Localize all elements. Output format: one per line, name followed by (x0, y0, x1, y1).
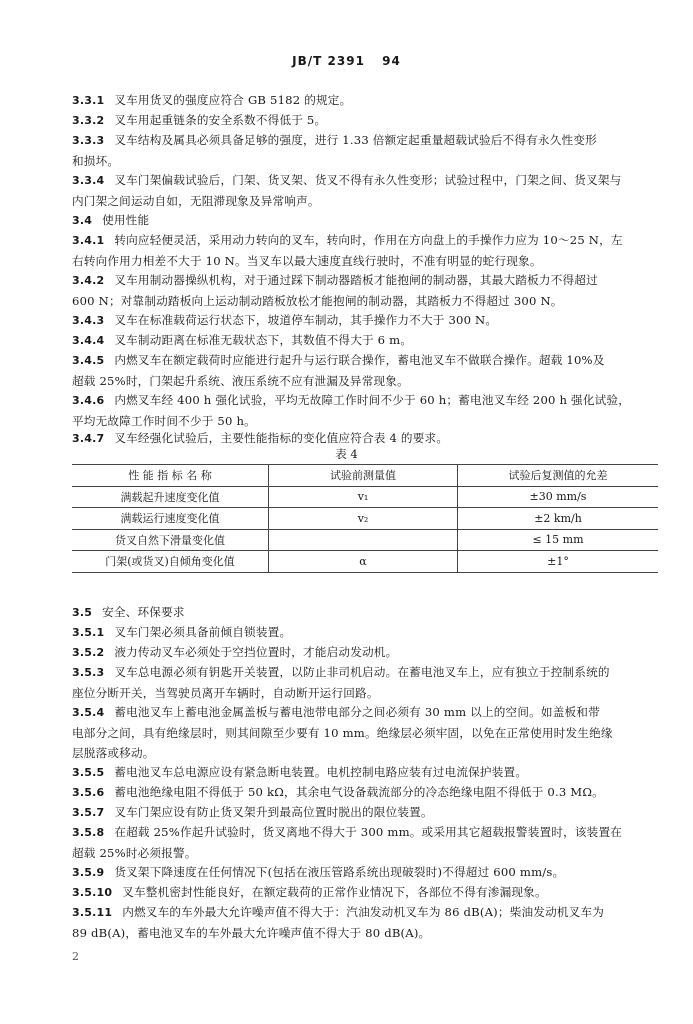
clause-3-5-10 (72, 882, 657, 903)
clause-number: 3.5.2 (72, 646, 105, 659)
clause-continuation: 内门架之间运动自如，无阻滞现象及异常响声。 (72, 194, 320, 208)
clause-text: 叉车经强化试验后，主要性能指标的变化值应符合表 4 的要求。 (114, 431, 449, 445)
clause-number: 3.3.3 (72, 134, 105, 147)
clause-3-4-4 (72, 330, 657, 351)
section-3-4 (72, 210, 657, 231)
clause-3-5-3 (72, 662, 657, 703)
table-cell: v₂ (269, 508, 458, 530)
table-caption: 表 4 (335, 447, 358, 461)
clause-3-4-5 (72, 350, 657, 391)
standard-year: 94 (382, 54, 401, 68)
table-cell: v₁ (269, 486, 458, 508)
table-cell: α (269, 551, 458, 573)
clause-continuation: 层脱落或移动。 (72, 746, 155, 760)
clause-number: 3.5.10 (72, 886, 113, 899)
clause-number: 3.4.3 (72, 314, 105, 327)
clause-number: 3.5.4 (72, 706, 105, 719)
clause-3-4-2 (72, 270, 657, 311)
clause-text: 在超载 25%作起升试验时，货叉离地不得大于 300 mm。或采用其它超载报警装置时，该装置在 (114, 825, 623, 839)
table-cell: ±30 mm/s (458, 486, 659, 508)
clause-text: 液力传动叉车必须处于空挡位置时，才能启动发动机。 (114, 645, 398, 659)
clause-text: 叉车整机密封性能良好，在额定载荷的正常作业情况下，各部位不得有渗漏现象。 (122, 885, 547, 899)
clause-number: 3.4.4 (72, 334, 105, 347)
clause-3-3-4 (72, 170, 657, 211)
clause-3-5-6 (72, 782, 657, 803)
clause-3-4-6 (72, 390, 657, 431)
standard-number: JB/T 2391 (292, 54, 365, 68)
clause-3-5-9 (72, 862, 657, 883)
clause-text: 蓄电池叉车总电源应设有紧急断电装置。电机控制电路应装有过电流保护装置。 (114, 765, 528, 779)
clause-text: 叉车门架应设有防止货叉架升到最高位置时脱出的限位装置。 (114, 805, 433, 819)
performance-table (72, 464, 658, 573)
table-cell: ±1° (458, 551, 659, 573)
table-cell: ≤ 15 mm (458, 529, 659, 551)
section-number: 3.5 (72, 606, 93, 619)
clause-continuation: 右转向作用力相差不大于 10 N。当叉车以最大速度直线行驶时，不准有明显的蛇行现象。 (72, 254, 542, 268)
clause-number: 3.4.6 (72, 394, 105, 407)
clause-3-3-1 (72, 90, 657, 111)
clause-number: 3.4.2 (72, 274, 105, 287)
page-header (0, 54, 693, 68)
clause-text: 叉车用起重链条的安全系数不得低于 5。 (114, 113, 327, 127)
table-cell: 满载起升速度变化值 (72, 486, 269, 508)
clause-number: 3.5.9 (72, 866, 105, 879)
clause-text: 叉车用制动器操纵机构，对于通过踩下制动器踏板才能抱闸的制动器，其最大踏板力不得超过 (114, 273, 598, 287)
clause-3-5-4 (72, 702, 657, 763)
clause-number: 3.4.5 (72, 354, 105, 367)
clause-text: 叉车门架必须具备前倾自锁装置。 (114, 625, 292, 639)
clause-number: 3.3.4 (72, 174, 105, 187)
clause-number: 3.4.1 (72, 234, 105, 247)
clause-continuation: 电部分之间，具有绝缘层时，则其间隙至少要有 10 mm。绝缘层必须牢固，以免在正常使用时发生绝缘 (72, 726, 613, 740)
clause-3-3-3 (72, 130, 657, 171)
section-number: 3.4 (72, 214, 93, 227)
table-row (72, 508, 658, 530)
clause-text: 叉车在标准载荷运行状态下，坡道停车制动，其手操作力不大于 300 N。 (114, 313, 498, 327)
clause-3-5-1 (72, 622, 657, 643)
table-header-row (72, 465, 658, 487)
table-cell: 满载运行速度变化值 (72, 508, 269, 530)
clause-3-5-7 (72, 802, 657, 823)
clause-number: 3.5.3 (72, 666, 105, 679)
section-title: 使用性能 (102, 213, 150, 227)
table-row (72, 486, 658, 508)
clause-text: 蓄电池叉车上蓄电池金属盖板与蓄电池带电部分之间必须有 30 mm 以上的空间。如盖板和带 (114, 705, 600, 719)
table-header: 试验后复测值的允差 (458, 465, 659, 487)
clause-3-5-5 (72, 762, 657, 783)
clause-number: 3.5.11 (72, 906, 113, 919)
clause-text: 叉车总电源必须有钥匙开关装置，以防止非司机启动。在蓄电池叉车上，应有独立于控制系统的 (114, 665, 610, 679)
clause-text: 内燃叉车经 400 h 强化试验，平均无故障工作时间不少于 60 h；蓄电池叉车经 200 h 强化试验， (114, 393, 631, 407)
clause-text: 叉车门架偏载试验后，门架、货叉架、货叉不得有永久性变形；试验过程中，门架之间、货叉架与 (114, 173, 622, 187)
section-title: 安全、环保要求 (102, 605, 185, 619)
clause-number: 3.4.7 (72, 432, 105, 445)
clause-text: 蓄电池绝缘电阻不得低于 50 kΩ，其余电气设备载流部分的冷态绝缘电阻不得低于 0.3 MΩ。 (114, 785, 604, 799)
page-number: 2 (72, 950, 79, 963)
clause-continuation: 平均无故障工作时间不少于 50 h。 (72, 414, 256, 428)
clause-3-4-1 (72, 230, 657, 271)
clause-3-3-2 (72, 110, 657, 131)
clause-continuation: 600 N；对靠制动踏板向上运动制动踏板放松才能抱闸的制动器，其踏板力不得超过 300 N。 (72, 294, 563, 308)
clause-number: 3.5.1 (72, 626, 105, 639)
clause-number: 3.5.5 (72, 766, 105, 779)
clause-text: 叉车用货叉的强度应符合 GB 5182 的规定。 (114, 93, 352, 107)
clause-3-4-3 (72, 310, 657, 331)
table-cell: 门架(或货叉)自倾角变化值 (72, 551, 269, 573)
table-row (72, 529, 658, 551)
clause-text: 货叉架下降速度在任何情况下(包括在液压管路系统出现破裂时)不得超过 600 mm/s。 (114, 865, 565, 879)
table-row (72, 551, 658, 573)
clause-continuation: 座位分断开关，当驾驶员离开车辆时，自动断开运行回路。 (72, 686, 379, 700)
clause-text: 叉车结构及属具必须具备足够的强度，进行 1.33 倍额定起重量超载试验后不得有永久性变形 (114, 133, 597, 147)
clause-continuation: 和损坏。 (72, 154, 120, 168)
section-3-5 (72, 602, 657, 623)
clause-continuation: 89 dB(A)，蓄电池叉车的车外最大允许噪声值不得大于 80 dB(A)。 (72, 926, 431, 940)
clause-text: 叉车制动距离在标准无载状态下，其数值不得大于 6 m。 (114, 333, 413, 347)
clause-continuation: 超载 25%时，门架起升系统、液压系统不应有泄漏及异常现象。 (72, 374, 409, 388)
clause-number: 3.5.6 (72, 786, 105, 799)
clause-text: 转向应轻便灵活，采用动力转向的叉车，转向时，作用在方向盘上的手操作力应为 10～25 N，左 (114, 233, 623, 247)
clause-continuation: 超载 25%时必须报警。 (72, 846, 197, 860)
clause-text: 内燃叉车的车外最大允许噪声值不得大于：汽油发动机叉车为 86 dB(A)；柴油发动机叉车为 (122, 905, 605, 919)
table-cell: 货叉自然下滑量变化值 (72, 529, 269, 551)
table-cell (269, 529, 458, 551)
clause-number: 3.5.7 (72, 806, 105, 819)
clause-3-5-11 (72, 902, 657, 943)
table-cell: ±2 km/h (458, 508, 659, 530)
clause-3-5-2 (72, 642, 657, 663)
clause-number: 3.5.8 (72, 826, 105, 839)
table-header: 试验前测量值 (269, 465, 458, 487)
clause-number: 3.3.1 (72, 94, 105, 107)
clause-3-5-8 (72, 822, 657, 863)
clause-text: 内燃叉车在额定载荷时应能进行起升与运行联合操作，蓄电池叉车不做联合操作。超载 10%及 (114, 353, 605, 367)
clause-number: 3.3.2 (72, 114, 105, 127)
table-header: 性 能 指 标 名 称 (72, 465, 269, 487)
